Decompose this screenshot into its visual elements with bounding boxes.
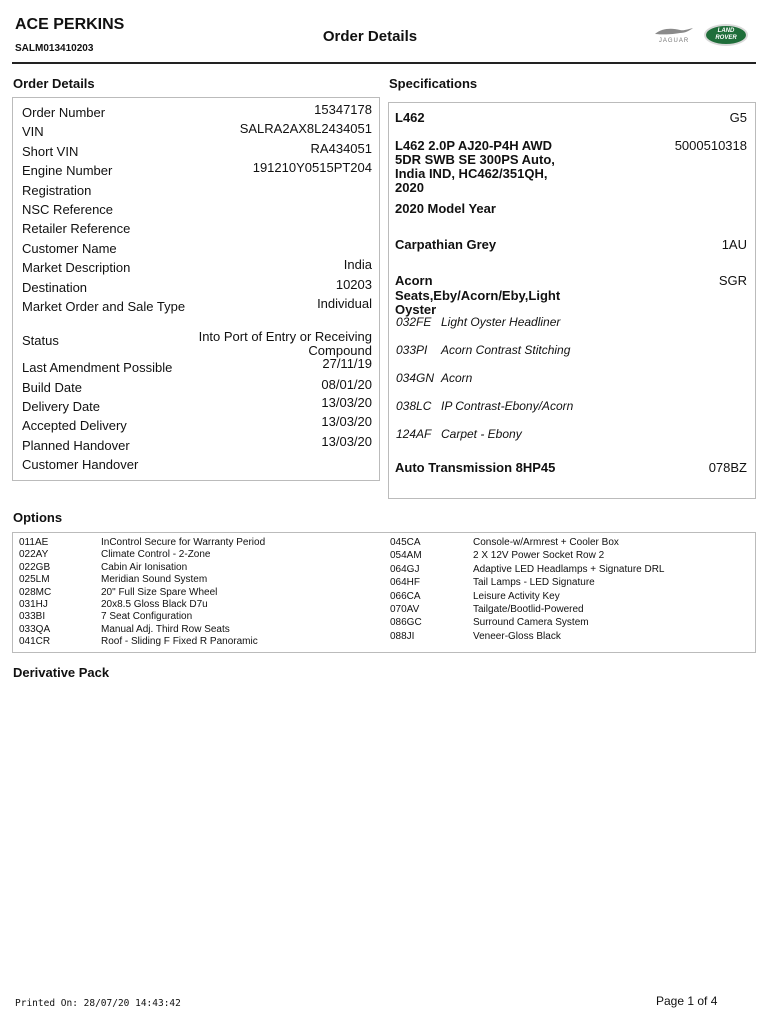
engine-number-label: Engine Number xyxy=(22,163,113,178)
brand-logos xyxy=(654,24,748,46)
land-rover-logo xyxy=(704,24,748,46)
trim-item-code: 124AF xyxy=(396,427,432,441)
option-code: 086GC xyxy=(390,617,422,629)
customer-handover-label: Customer Handover xyxy=(22,457,139,472)
list-item xyxy=(390,577,750,590)
last-amendment-label: Last Amendment Possible xyxy=(22,360,173,375)
status-value: Into Port of Entry or Receiving xyxy=(198,329,372,344)
list-item xyxy=(19,611,389,623)
list-item xyxy=(19,549,389,561)
list-item xyxy=(19,574,389,586)
trim-item-code: 033PI xyxy=(396,343,428,357)
option-desc: Climate Control - 2-Zone xyxy=(101,549,211,561)
option-desc: Tailgate/Bootlid-Powered xyxy=(473,603,584,615)
options-right-column xyxy=(390,537,750,644)
option-desc: Surround Camera System xyxy=(473,617,589,629)
transmission-code: 078BZ xyxy=(708,460,747,475)
specifications-box xyxy=(388,102,756,499)
option-code: 022GB xyxy=(19,561,51,573)
market-description-label: Market Description xyxy=(22,260,131,275)
accepted-delivery-value: 13/03/20 xyxy=(321,414,372,429)
land-rover-wordmark-1: LAND xyxy=(717,28,735,34)
specifications-heading: Specifications xyxy=(389,76,478,91)
option-desc: 7 Seat Configuration xyxy=(101,611,193,623)
option-desc: Roof - Sliding F Fixed R Panoramic xyxy=(101,636,258,648)
jaguar-wordmark: JAGUAR xyxy=(658,38,690,44)
short-vin-label: Short VIN xyxy=(22,144,79,159)
trim-item xyxy=(396,399,573,413)
list-item xyxy=(390,591,750,604)
list-item xyxy=(390,550,750,563)
options-heading: Options xyxy=(13,510,63,525)
dealer-name: ACE PERKINS xyxy=(15,16,125,33)
order-details-heading: Order Details xyxy=(13,76,95,91)
option-code: 011AE xyxy=(19,537,49,548)
option-desc: Console-w/Armrest + Cooler Box xyxy=(473,537,619,548)
option-code: 025LM xyxy=(19,574,50,586)
trim-item-desc: Acorn xyxy=(441,371,473,385)
jaguar-logo xyxy=(654,26,694,44)
option-code: 041CR xyxy=(19,636,51,648)
list-item xyxy=(19,562,389,574)
order-details-box xyxy=(12,97,380,481)
trim-item xyxy=(396,371,472,385)
option-code: 070AV xyxy=(390,603,420,615)
paint-code: 1AU xyxy=(721,237,747,252)
trim-item-desc: IP Contrast-Ebony/Acorn xyxy=(441,399,574,413)
trim-item-desc: Carpet - Ebony xyxy=(441,427,522,441)
list-item xyxy=(19,599,389,611)
model-code-value: G5 xyxy=(729,110,747,125)
vin-value: SALRA2AX8L2434051 xyxy=(239,121,372,136)
options-box xyxy=(12,532,756,653)
option-code: 064HF xyxy=(390,577,421,589)
option-desc: Adaptive LED Headlamps + Signature DRL xyxy=(473,563,665,575)
option-code: 033BI xyxy=(19,611,46,623)
status-value-line2: Compound xyxy=(308,343,372,358)
last-amendment-value: 27/11/19 xyxy=(322,356,372,371)
trim-item-code: 038LC xyxy=(396,399,432,413)
option-desc: Tail Lamps - LED Signature xyxy=(473,577,595,589)
option-code: 033QA xyxy=(19,623,51,635)
order-number-value: 15347178 xyxy=(314,102,372,117)
market-order-type-value: Individual xyxy=(317,296,372,311)
list-item xyxy=(19,537,389,549)
list-item xyxy=(390,617,750,630)
destination-label: Destination xyxy=(22,280,88,295)
market-description-value: India xyxy=(343,257,372,272)
order-number-label: Order Number xyxy=(22,105,106,120)
option-desc: Manual Adj. Third Row Seats xyxy=(101,623,230,635)
customer-name-label: Customer Name xyxy=(22,241,117,256)
trim-code: SGR xyxy=(718,273,747,288)
option-desc: Veneer-Gloss Black xyxy=(473,630,561,642)
trim-item-desc: Acorn Contrast Stitching xyxy=(441,343,571,357)
planned-handover-label: Planned Handover xyxy=(22,438,130,453)
option-desc: Leisure Activity Key xyxy=(473,590,560,602)
short-vin-value: RA434051 xyxy=(310,141,372,156)
trim-item-code: 034GN xyxy=(396,371,435,385)
paint-label: Carpathian Grey xyxy=(395,237,497,252)
retailer-reference-label: Retailer Reference xyxy=(22,221,131,236)
list-item xyxy=(19,636,389,648)
planned-handover-value: 13/03/20 xyxy=(321,434,372,449)
option-code: 066CA xyxy=(390,590,421,602)
accepted-delivery-label: Accepted Delivery xyxy=(22,418,127,433)
registration-label: Registration xyxy=(22,183,92,198)
list-item xyxy=(390,564,750,577)
list-item xyxy=(19,624,389,636)
vin-label: VIN xyxy=(22,124,44,139)
land-rover-wordmark-2: ROVER xyxy=(715,35,737,41)
option-code: 022AY xyxy=(19,549,49,561)
vehicle-reference: SALM013410203 xyxy=(15,43,94,54)
page-number: Page 1 of 4 xyxy=(656,994,718,1008)
destination-value: 10203 xyxy=(335,277,372,292)
list-item xyxy=(390,537,750,550)
option-code: 028MC xyxy=(19,586,52,598)
option-desc: 20x8.5 Gloss Black D7u xyxy=(101,598,208,610)
option-desc: Cabin Air Ionisation xyxy=(101,561,188,573)
nsc-reference-label: NSC Reference xyxy=(22,202,114,217)
derivative-pack-heading: Derivative Pack xyxy=(13,665,110,680)
derivative-line4: 2020 xyxy=(395,180,424,195)
option-code: 045CA xyxy=(390,537,421,548)
build-date-label: Build Date xyxy=(22,380,82,395)
build-date-value: 08/01/20 xyxy=(321,377,372,392)
derivative-code: 5000510318 xyxy=(674,138,747,153)
market-order-type-label: Market Order and Sale Type xyxy=(22,299,186,314)
option-desc: Meridian Sound System xyxy=(101,574,208,586)
option-code: 064GJ xyxy=(390,563,420,575)
model-year: 2020 Model Year xyxy=(395,201,496,216)
options-left-column xyxy=(19,537,389,649)
header-divider xyxy=(12,62,756,64)
trim-item-desc: Light Oyster Headliner xyxy=(441,315,561,329)
option-desc: 2 X 12V Power Socket Row 2 xyxy=(473,550,605,562)
trim-item xyxy=(396,427,522,441)
derivative-line2: 5DR SWB SE 300PS Auto, xyxy=(395,152,555,167)
option-code: 088JI xyxy=(390,630,415,642)
trim-line3: Oyster xyxy=(395,302,437,317)
option-desc: 20" Full Size Spare Wheel xyxy=(101,586,218,598)
status-label: Status xyxy=(22,333,59,348)
trim-item xyxy=(396,343,570,357)
model-code-label: L462 xyxy=(395,110,425,125)
trim-item-code: 032FE xyxy=(396,315,432,329)
delivery-date-label: Delivery Date xyxy=(22,399,101,414)
trim-line2: Seats,Eby/Acorn/Eby,Light xyxy=(395,288,561,303)
option-code: 054AM xyxy=(390,550,422,562)
option-desc: InControl Secure for Warranty Period xyxy=(101,537,266,548)
trim-item xyxy=(396,315,560,329)
option-code: 031HJ xyxy=(19,598,48,610)
derivative-line1: L462 2.0P AJ20-P4H AWD xyxy=(395,138,553,153)
page-title: Order Details xyxy=(322,28,418,45)
transmission-label: Auto Transmission 8HP45 xyxy=(395,460,556,475)
engine-number-value: 191210Y0515PT204 xyxy=(252,160,372,175)
jaguar-leaper-icon xyxy=(654,26,694,38)
delivery-date-value: 13/03/20 xyxy=(321,395,372,410)
list-item xyxy=(390,631,750,644)
derivative-line3: India IND, HC462/351QH, xyxy=(395,166,548,181)
printed-on-timestamp: Printed On: 28/07/20 14:43:42 xyxy=(15,998,181,1009)
list-item xyxy=(19,587,389,599)
trim-line1: Acorn xyxy=(395,273,433,288)
list-item xyxy=(390,604,750,617)
